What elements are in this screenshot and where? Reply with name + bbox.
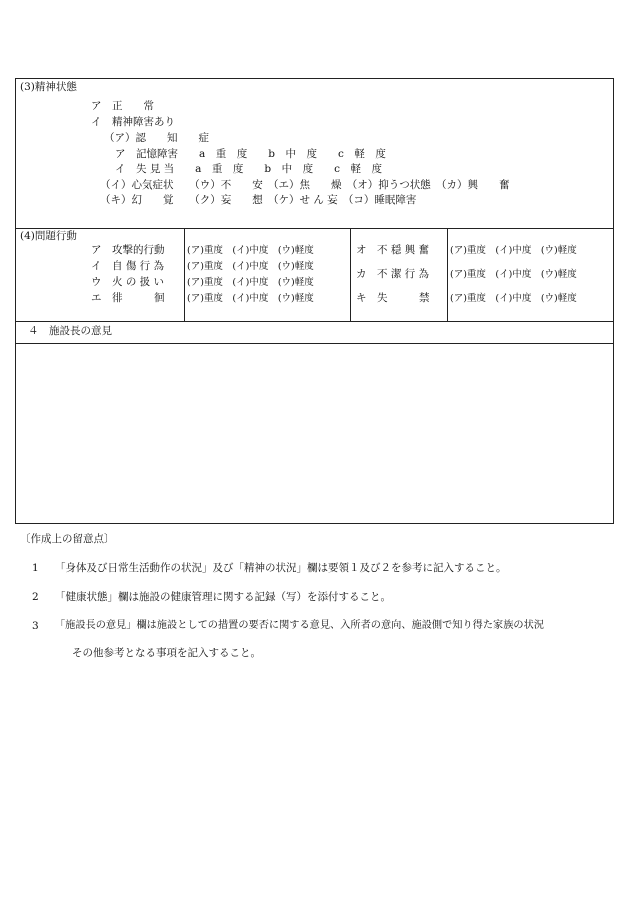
- form-table: [15, 78, 614, 524]
- mental-disorder: イ 精神障害あり: [91, 116, 175, 128]
- row-divider: [16, 343, 613, 344]
- symptom-row-2: （キ）幻 覚 （ク）妄 想 （ケ）せ ん 妄 （コ）睡眠障害: [100, 194, 417, 206]
- note-text-continued: その他参考となる事項を記入すること。: [72, 647, 261, 659]
- mental-normal: ア 正 常: [91, 100, 154, 112]
- row-divider: [16, 321, 613, 322]
- dementia-item: （ア）認 知 症: [104, 132, 209, 144]
- severity-scale: (ア)重度 (イ)中度 (ウ)軽度: [187, 293, 314, 304]
- behavior-item: オ 不 穏 興 奮: [356, 244, 430, 256]
- severity-scale: (ア)重度 (イ)中度 (ウ)軽度: [187, 277, 314, 288]
- column-divider: [350, 228, 351, 321]
- behavior-label: (4)問題行動: [20, 230, 77, 242]
- row-divider: [16, 228, 613, 229]
- disorientation: イ 失 見 当 a 重 度 b 中 度 c 軽 度: [115, 163, 383, 175]
- behavior-item: イ 自 傷 行 為: [91, 260, 165, 272]
- severity-scale: (ア)重度 (イ)中度 (ウ)軽度: [187, 261, 314, 272]
- symptom-row-1: （イ）心気症状 （ウ）不 安 （エ）焦 燥 （オ）抑うつ状態 （カ）興 奮: [100, 179, 510, 191]
- behavior-item: エ 徘 徊: [91, 292, 165, 304]
- note-text: 「身体及び日常生活動作の状況」及び「精神の状況」欄は要領１及び２を参考に記入すること。: [55, 562, 507, 574]
- severity-scale: (ア)重度 (イ)中度 (ウ)軽度: [450, 293, 577, 304]
- behavior-item: カ 不 潔 行 為: [356, 268, 430, 280]
- severity-scale: (ア)重度 (イ)中度 (ウ)軽度: [450, 245, 577, 256]
- behavior-item: キ 失 禁: [356, 292, 430, 304]
- memory-impairment: ア 記憶障害 a 重 度 b 中 度 c 軽 度: [115, 148, 386, 160]
- director-opinion-label: ４ 施設長の意見: [28, 325, 112, 337]
- mental-state-label: (3)精神状態: [20, 81, 77, 93]
- severity-scale: (ア)重度 (イ)中度 (ウ)軽度: [187, 245, 314, 256]
- note-number: 3: [32, 620, 39, 632]
- behavior-item: ア 攻撃的行動: [91, 244, 165, 256]
- note-text: 「施設長の意見」欄は施設としての措置の要否に関する意見、入所者の意向、施設側で知り得た家族の状況: [55, 620, 544, 631]
- behavior-item: ウ 火 の 扱 い: [91, 276, 165, 288]
- column-divider: [184, 228, 185, 321]
- note-number: 2: [32, 591, 39, 603]
- note-text: 「健康状態」欄は施設の健康管理に関する記録（写）を添付すること。: [55, 591, 391, 603]
- notes-heading: 〔作成上の留意点〕: [20, 533, 115, 545]
- note-number: 1: [32, 562, 39, 574]
- column-divider: [447, 228, 448, 321]
- severity-scale: (ア)重度 (イ)中度 (ウ)軽度: [450, 269, 577, 280]
